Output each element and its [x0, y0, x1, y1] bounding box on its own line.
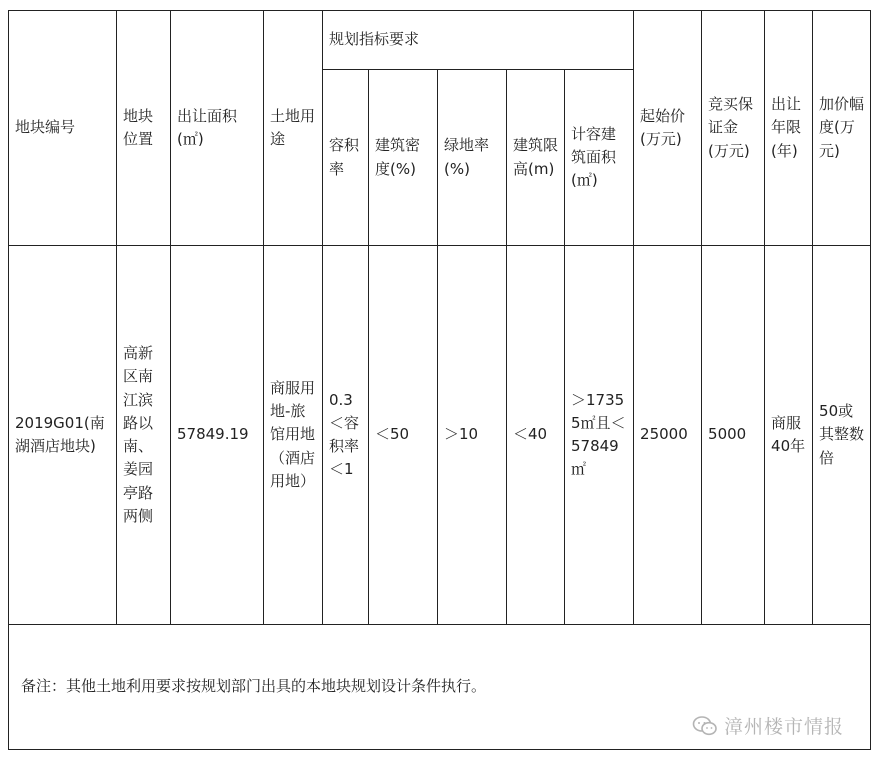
cell-increment: 50或其整数倍	[813, 246, 871, 625]
hd-height-limit: 建筑限高(m)	[507, 70, 565, 246]
hd-building-density: 建筑密度(%)	[369, 70, 438, 246]
hd-location: 地块位置	[117, 11, 171, 246]
cell-parcel-id: 2019G01(南湖酒店地块)	[9, 246, 117, 625]
cell-green-ratio: ＞10	[438, 246, 507, 625]
land-auction-table	[8, 10, 871, 750]
hd-parcel-id: 地块编号	[9, 11, 117, 246]
watermark	[692, 712, 844, 739]
cell-plot-ratio: 0.3＜容积率＜1	[323, 246, 369, 625]
cell-height-limit: ＜40	[507, 246, 565, 625]
hd-gfa: 计容建筑面积(㎡)	[565, 70, 634, 246]
hd-planning-group: 规划指标要求	[323, 11, 634, 70]
hd-area: 出让面积(㎡)	[171, 11, 264, 246]
wechat-icon	[692, 715, 718, 737]
header-row-top	[9, 11, 871, 70]
cell-location: 高新区南江滨路以南、姜园亭路两侧	[117, 246, 171, 625]
cell-building-density: ＜50	[369, 246, 438, 625]
cell-term: 商服40年	[765, 246, 813, 625]
cell-area: 57849.19	[171, 246, 264, 625]
hd-start-price: 起始价(万元)	[634, 11, 702, 246]
hd-green-ratio: 绿地率(%)	[438, 70, 507, 246]
cell-deposit: 5000	[702, 246, 765, 625]
note-text: 备注：其他土地利用要求按规划部门出具的本地块规划设计条件执行。	[9, 625, 871, 750]
hd-plot-ratio: 容积率	[323, 70, 369, 246]
table-row	[9, 246, 871, 625]
cell-start-price: 25000	[634, 246, 702, 625]
cell-land-use: 商服用地-旅馆用地（酒店用地）	[264, 246, 323, 625]
hd-land-use: 土地用途	[264, 11, 323, 246]
hd-term: 出让年限(年)	[765, 11, 813, 246]
cell-gfa: ＞17355㎡且＜57849㎡	[565, 246, 634, 625]
hd-deposit: 竞买保证金(万元)	[702, 11, 765, 246]
watermark-text: 漳州楼市情报	[724, 716, 845, 738]
hd-increment: 加价幅度(万元)	[813, 11, 871, 246]
